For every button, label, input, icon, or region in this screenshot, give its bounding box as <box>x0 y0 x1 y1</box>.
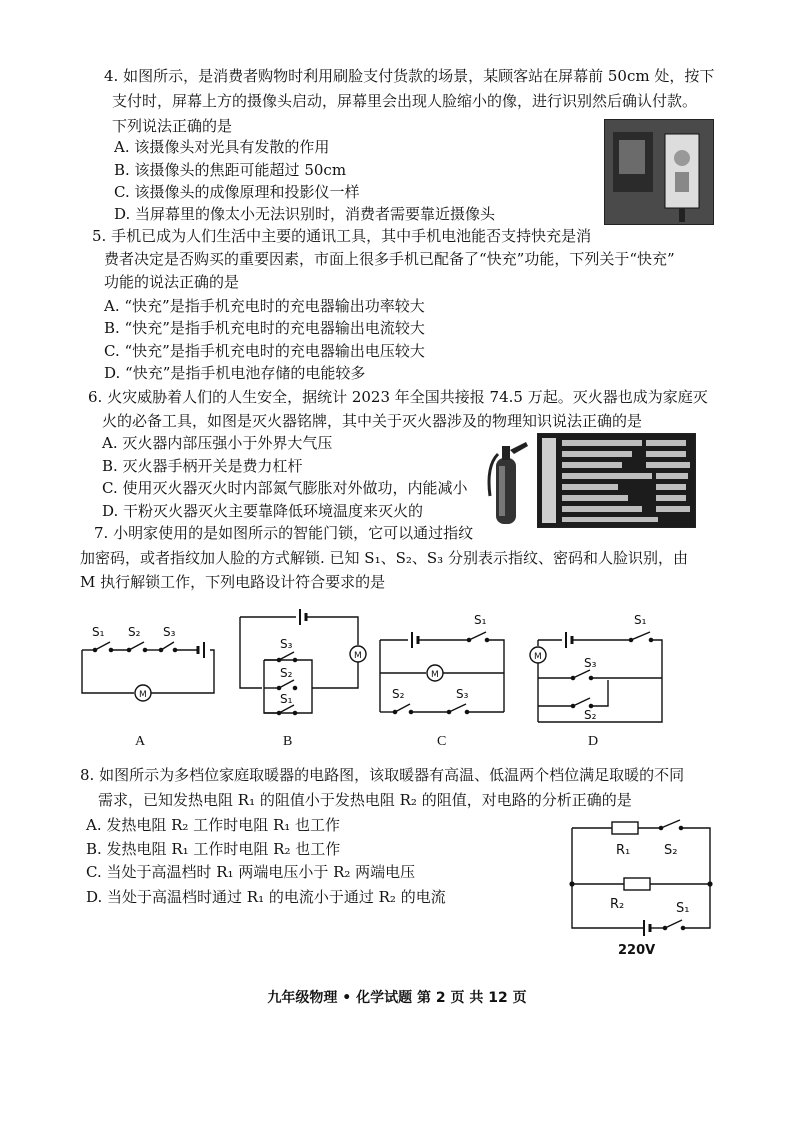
q4-option-b: B. 该摄像头的焦距可能超过 50cm <box>114 161 347 179</box>
s2-label: S₂ <box>664 843 678 858</box>
q5-stem-line3: 功能的说法正确的是 <box>104 273 240 291</box>
d-s2-label: S₂ <box>584 708 597 722</box>
circuit-c <box>380 632 504 714</box>
a-s2-label: S₂ <box>128 625 141 639</box>
d-s1-label: S₁ <box>634 613 647 627</box>
q5-option-d: D. “快充”是指手机电池存储的电能较多 <box>104 364 366 382</box>
q4-stem-line1: 4. 如图所示，是消费者购物时利用刷脸支付货款的场景，某顾客站在屏幕前 50cm 处，按下 <box>104 67 715 85</box>
q4-option-d: D. 当屏幕里的像太小无法识别时，消费者需要靠近摄像头 <box>114 205 496 223</box>
nameplate-illustration <box>538 434 695 527</box>
q5-option-a: A. “快充”是指手机充电时的充电器输出功率较大 <box>104 297 425 315</box>
d-motor-label: M <box>534 652 542 662</box>
q8-option-c: C. 当处于高温档时 R₁ 两端电压小于 R₂ 两端电压 <box>86 863 416 881</box>
circuit-b <box>240 609 366 715</box>
q8-option-a: A. 发热电阻 R₂ 工作时电阻 R₁ 也工作 <box>86 816 341 834</box>
q4-option-a: A. 该摄像头对光具有发散的作用 <box>114 138 330 156</box>
circuit-a-caption: A <box>135 734 146 749</box>
q5-stem-line2: 费者决定是否购买的重要因素，市面上很多手机已配备了“快充”功能，下列关于“快充” <box>104 250 675 268</box>
q4-stem-line3: 下列说法正确的是 <box>112 117 233 135</box>
a-s3-label: S₃ <box>163 625 176 639</box>
c-motor-label: M <box>431 670 439 680</box>
q6-option-b: B. 灭火器手柄开关是费力杠杆 <box>102 457 303 475</box>
extinguisher-nameplate-photo <box>537 433 696 528</box>
circuit-c-caption: C <box>437 734 447 749</box>
c-s3-label: S₃ <box>456 687 469 701</box>
extinguisher-photo <box>480 436 534 526</box>
c-s1-label: S₁ <box>474 613 487 627</box>
q5-option-b: B. “快充”是指手机充电时的充电器输出电流较大 <box>104 319 425 337</box>
q8-option-d: D. 当处于高温档时通过 R₁ 的电流小于通过 R₂ 的电流 <box>86 888 446 906</box>
q4-stem-line2: 支付时，屏幕上方的摄像头启动，屏幕里会出现人脸缩小的像，进行识别然后确认付款。 <box>112 92 698 110</box>
q7-stem-line2: 加密码，或者指纹加人脸的方式解锁. 已知 S₁、S₂、S₃ 分别表示指纹、密码和人脸识别，由 <box>80 549 688 567</box>
q6-option-c: C. 使用灭火器灭火时内部氮气膨胀对外做功，内能减小 <box>102 479 468 497</box>
d-s3-label: S₃ <box>584 656 597 670</box>
b-s1-label: S₁ <box>280 692 293 706</box>
page-footer: 九年级物理 • 化学试题 第 2 页 共 12 页 <box>267 990 527 1006</box>
face-payment-photo <box>604 119 714 225</box>
q5-stem-line1: 5. 手机已成为人们生活中主要的通讯工具，其中手机电池能否支持快充是消 <box>92 227 592 245</box>
q7-circuit-diagrams <box>0 600 794 730</box>
q7-stem-line1: 7. 小明家使用的是如图所示的智能门锁，它可以通过指纹 <box>94 524 474 542</box>
q8-stem-line1: 8. 如图所示为多档位家庭取暖器的电路图，该取暖器有高温、低温两个档位满足取暖的不同 <box>80 766 685 784</box>
q4-option-c: C. 该摄像头的成像原理和投影仪一样 <box>114 183 360 201</box>
b-s3-label: S₃ <box>280 637 293 651</box>
face-payment-illustration <box>605 120 713 224</box>
b-s2-label: S₂ <box>280 666 293 680</box>
b-motor-label: M <box>354 651 362 661</box>
circuit-a <box>82 642 214 701</box>
q8-stem-line2: 需求，已知发热电阻 R₁ 的阻值小于发热电阻 R₂ 的阻值，对电路的分析正确的是 <box>98 791 632 809</box>
q6-option-d: D. 干粉灭火器灭火主要靠降低环境温度来灭火的 <box>102 502 424 520</box>
c-s2-label: S₂ <box>392 687 405 701</box>
q6-stem-line1: 6. 火灾威胁着人们的人生安全，据统计 2023 年全国共接报 74.5 万起。灭火器也成为家庭灭 <box>88 388 708 406</box>
circuit-b-caption: B <box>283 734 293 749</box>
q5-option-c: C. “快充”是指手机充电时的充电器输出电压较大 <box>104 342 425 360</box>
extinguisher-icon <box>480 436 534 526</box>
s1-label: S₁ <box>676 901 690 916</box>
q8-option-b: B. 发热电阻 R₁ 工作时电阻 R₂ 也工作 <box>86 840 341 858</box>
a-s1-label: S₁ <box>92 625 105 639</box>
r1-label: R₁ <box>616 843 631 858</box>
q6-stem-line2: 火的必备工具，如图是灭火器铭牌，其中关于灭火器涉及的物理知识说法正确的是 <box>102 412 643 430</box>
r2-label: R₂ <box>610 897 625 912</box>
circuit-d-caption: D <box>588 734 599 749</box>
a-motor-label: M <box>139 690 147 700</box>
voltage-label: 220V <box>618 943 656 958</box>
q8-heater-circuit <box>560 812 720 960</box>
q6-option-a: A. 灭火器内部压强小于外界大气压 <box>102 434 333 452</box>
q7-stem-line3: M 执行解锁工作，下列电路设计符合要求的是 <box>80 573 386 591</box>
